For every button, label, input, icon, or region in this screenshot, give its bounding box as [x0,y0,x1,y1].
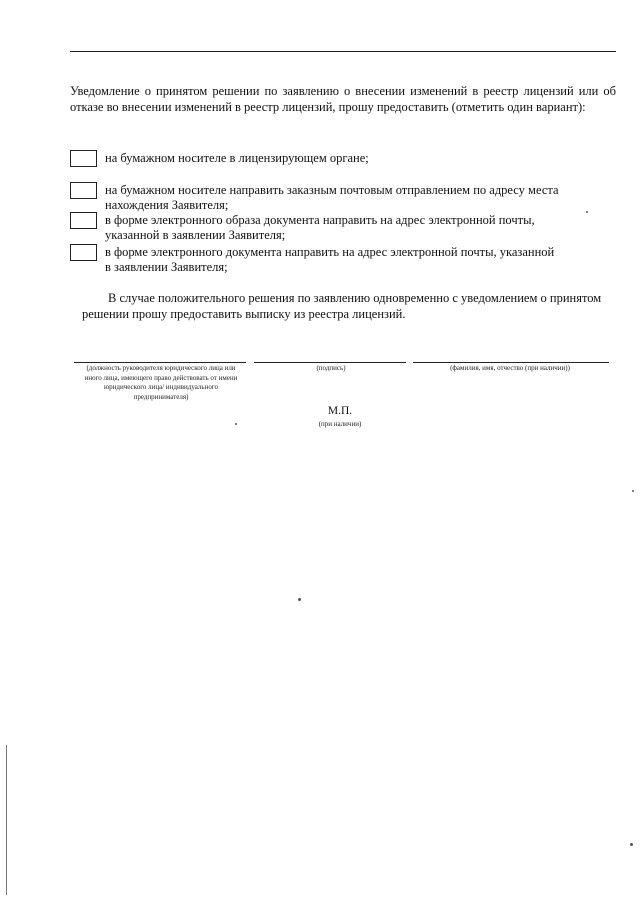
scan-speck [298,598,301,601]
delivery-option-paper-office[interactable] [70,150,610,184]
scan-margin-mark [6,745,7,895]
intro-paragraph: Уведомление о принятом решении по заявлению о внесении изменений в реестр лицензий или об отказе во внесении изменений в реестр лицензий, прошу предоставить (отметить один вариант): [70,84,616,114]
scan-speck [235,423,237,425]
position-signature-line[interactable] [74,362,246,363]
extract-request-line: В случае положительного решения по заявлению одновременно с уведомлением о принятом [108,291,602,305]
position-caption: (должность руководителя юридического лица или иного лица, имеющего право действовать от имени юридического лица/ индивидуального предпринимателя) [84,364,238,401]
delivery-option-electronic-document[interactable] [70,244,610,278]
delivery-option-electronic-image[interactable] [70,212,610,246]
scan-speck [630,843,633,846]
delivery-option-paper-mail[interactable] [70,182,610,216]
full-name-caption: (фамилия, имя, отчество (при наличии)) [450,364,570,372]
option-label: в форме электронного документа направить на адрес электронной почты, указанной в заявлении Заявителя; [105,245,555,274]
scan-speck [632,490,634,492]
stamp-label: М.П. [327,405,353,417]
stamp-note: (при наличии) [318,420,362,428]
signature-line[interactable] [254,362,406,363]
option-checkbox[interactable] [70,244,97,261]
scan-speck [586,211,588,213]
option-checkbox[interactable] [70,150,97,167]
extract-request-paragraph [70,290,620,322]
signature-caption: (подпись) [316,364,346,372]
option-label: на бумажном носителе в лицензирующем органе; [105,151,369,165]
option-checkbox[interactable] [70,182,97,199]
top-rule [70,51,616,52]
option-label: на бумажном носителе направить заказным почтовым отправлением по адресу места нахождения Заявителя; [105,183,559,212]
full-name-signature-line[interactable] [413,362,609,363]
option-label: в форме электронного образа документа направить на адрес электронной почты, указанной в заявлении Заявителя; [105,213,535,242]
option-checkbox[interactable] [70,212,97,229]
extract-request-line: решении прошу предоставить выписку из реестра лицензий. [82,307,406,321]
